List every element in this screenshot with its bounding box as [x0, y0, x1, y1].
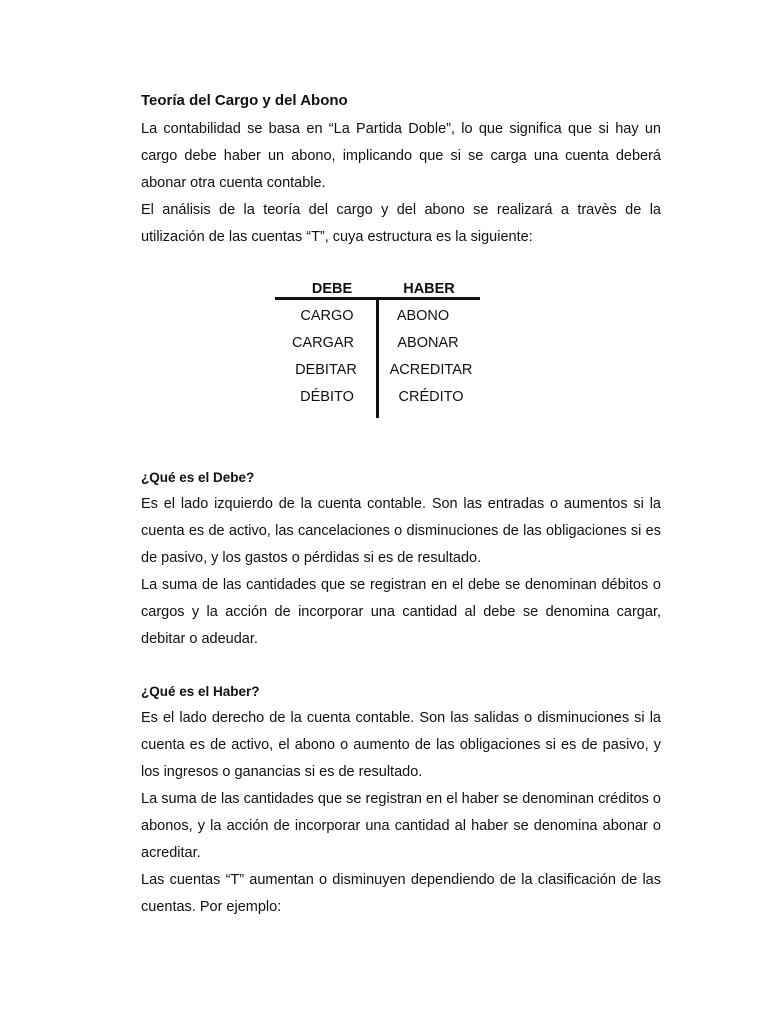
debe-item: DEBITAR [295, 362, 357, 378]
haber-paragraph-2: La suma de las cantidades que se registran en el haber se denominan créditos o abonos, y la acción de incorporar una cantidad al haber se denomina abonar o acreditar. [141, 791, 661, 861]
haber-paragraph-3: Las cuentas “T” aumentan o disminuyen dependiendo de la clasificación de las cuentas. Por ejemplo: [141, 872, 661, 915]
haber-header: HABER [403, 281, 455, 297]
haber-item: ABONO [396, 308, 450, 324]
debe-paragraph-1: Es el lado izquierdo de la cuenta contable. Son las entradas o aumentos si la cuenta es de activo, las cancelaciones o disminuciones de las obligaciones si es de pasivo, y los gastos o pérdidas si es de resultado. [141, 496, 661, 566]
debe-section [141, 464, 661, 653]
haber-item: ACREDITAR [389, 362, 473, 378]
haber-section [141, 678, 661, 921]
haber-heading: ¿Qué es el Haber? [141, 684, 260, 699]
haber-item: CRÉDITO [398, 389, 464, 405]
haber-item: ABONAR [397, 335, 459, 351]
intro-section [141, 116, 661, 251]
debe-item: CARGAR [291, 335, 355, 351]
haber-paragraph-1: Es el lado derecho de la cuenta contable. Son las salidas o disminuciones si la cuenta es de activo, el abono o aumento de las obligaciones si es de pasivo, y los ingresos o ganancias si es de resultado. [141, 710, 661, 780]
intro-paragraph-2: El análisis de la teoría del cargo y del abono se realizará a travès de la utilización de las cuentas “T”, cuya estructura es la siguiente: [141, 202, 661, 245]
intro-paragraph-1: La contabilidad se basa en “La Partida Doble”, lo que significa que si hay un cargo debe haber un abono, implicando que si se carga una cuenta deberá abonar otra cuenta contable. [141, 121, 661, 191]
document-title: Teoría del Cargo y del Abono [141, 92, 348, 109]
debe-header: DEBE [311, 281, 353, 297]
debe-item: CARGO [300, 308, 354, 324]
debe-paragraph-2: La suma de las cantidades que se registran en el debe se denominan débitos o cargos y la acción de incorporar una cantidad al debe se denomina cargar, debitar o adeudar. [141, 577, 661, 647]
debe-heading: ¿Qué es el Debe? [141, 470, 255, 485]
debe-item: DÉBITO [300, 389, 354, 405]
